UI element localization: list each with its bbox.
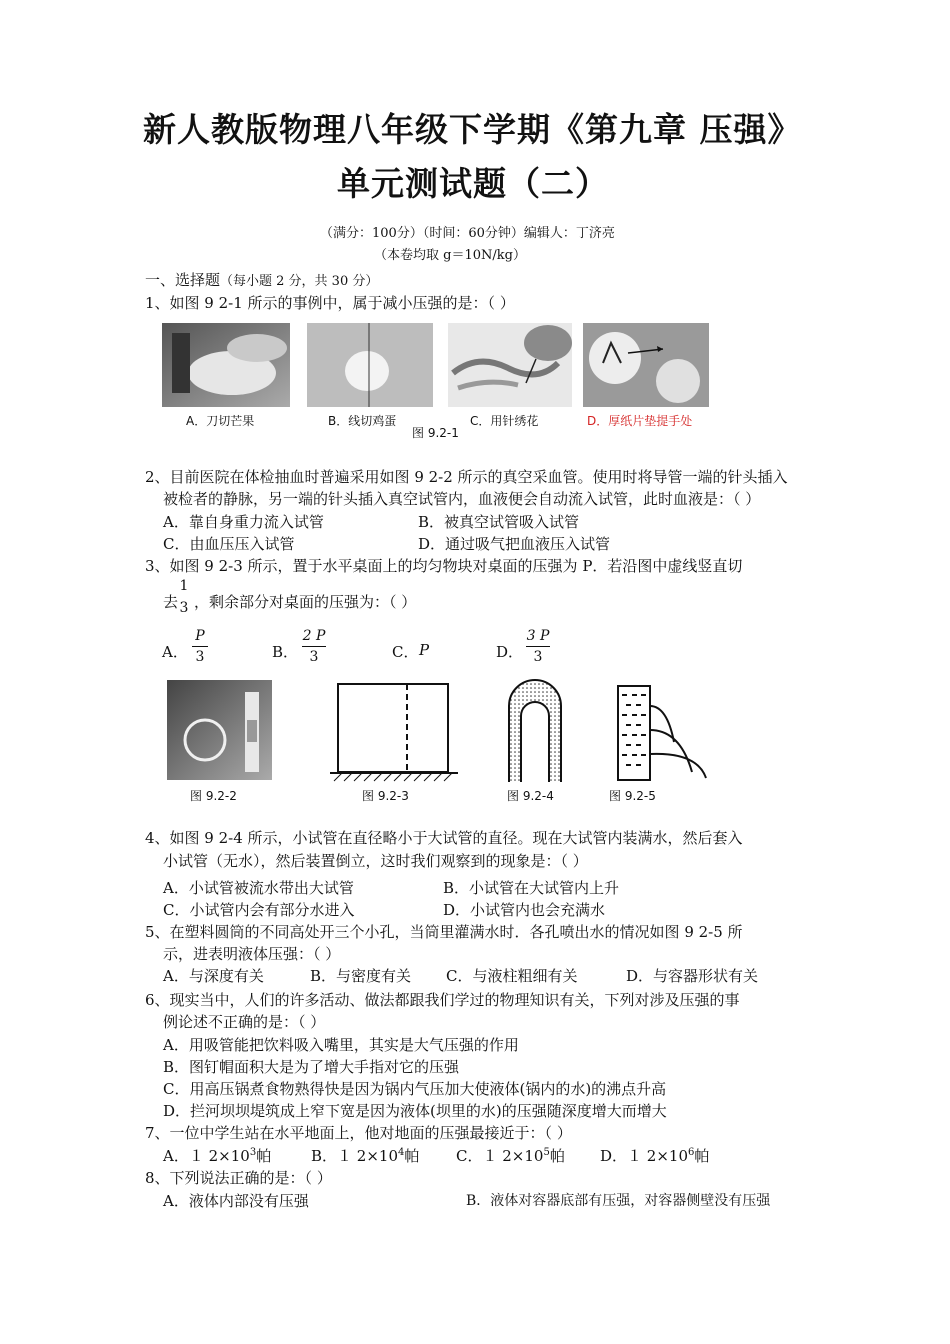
question-3-stem-post: ，剩余部分对桌面的压强为：（ ） xyxy=(194,593,417,611)
q3-option-d-label: D． xyxy=(496,643,524,661)
block-on-table-diagram xyxy=(330,682,458,782)
embroidery-needle-photo xyxy=(448,323,572,407)
question-3-stem-line1: 3、如图 9 2-3 所示，置于水平桌面上的均匀物块对桌面的压强为 P．若沿图中虚线竖直切 xyxy=(145,557,743,575)
q7-a-unit: 帕 xyxy=(256,1147,272,1165)
question-5-stem-line1: 5、在塑料圆筒的不同高处开三个小孔，当筒里灌满水时．各孔喷出水的情况如图 9 2-5 所 xyxy=(145,923,743,941)
figure-9-2-2-label: 图 9.2-2 xyxy=(190,789,237,803)
section-note: （每小题 2 分，共 30 分） xyxy=(220,274,379,289)
caption-a: A．刀切芒果 xyxy=(186,414,255,428)
q7-b-unit: 帕 xyxy=(404,1147,420,1165)
q7-b-base: B．１ 2×10 xyxy=(311,1147,398,1165)
q8-option-a: A．液体内部没有压强 xyxy=(163,1192,309,1210)
q8-option-b: B．液体对容器底部有压强，对容器侧壁没有压强 xyxy=(466,1193,771,1209)
caption-b: B．线切鸡蛋 xyxy=(328,414,397,428)
question-6-stem-line2: 例论述不正确的是：（ ） xyxy=(163,1013,326,1031)
caption-c: C．用针绣花 xyxy=(470,414,539,428)
test-tube-diagram xyxy=(505,678,565,782)
q4-option-d: D．小试管内也会充满水 xyxy=(443,901,606,919)
figure-9-2-3-label: 图 9.2-3 xyxy=(362,789,409,803)
q3-option-c-value: P xyxy=(419,641,430,659)
figure-9-2-1-label: 图 9.2-1 xyxy=(412,426,459,440)
q5-option-a: A．与深度有关 xyxy=(163,967,264,985)
section-title: 一、选择题 xyxy=(145,271,221,289)
figure-9-2-5-label: 图 9.2-5 xyxy=(609,789,656,803)
question-1-stem: 1、如图 9 2-1 所示的事例中，属于减小压强的是：（ ） xyxy=(145,294,515,312)
q3-b-den: 3 xyxy=(309,649,319,665)
q2-option-d: D．通过吸气把血液压入试管 xyxy=(418,535,611,553)
figure-9-2-4-label: 图 9.2-4 xyxy=(507,789,554,803)
q7-c-exp: 5 xyxy=(543,1147,550,1158)
caption-d: D．厚纸片垫提手处 xyxy=(587,414,693,428)
question-3-stem-pre: 去 xyxy=(163,593,179,611)
q5-option-c: C．与液柱粗细有关 xyxy=(446,967,578,985)
q7-d-exp: 6 xyxy=(688,1147,695,1158)
q3-option-b-fraction xyxy=(302,628,326,665)
question-7-stem: 7、一位中学生站在水平地面上，他对地面的压强最接近于：（ ） xyxy=(145,1124,572,1142)
question-5-stem-line2: 示，进表明液体压强：（ ） xyxy=(163,945,341,963)
q7-c-unit: 帕 xyxy=(549,1147,565,1165)
q7-a-exp: 3 xyxy=(249,1147,257,1158)
egg-thread-photo xyxy=(307,323,433,407)
q3-option-a-fraction xyxy=(192,628,208,665)
q6-option-c: C．用高压锅煮食物熟得快是因为锅内气压加大使液体(锅内的水)的沸点升高 xyxy=(163,1080,667,1098)
q7-d-base: D．１ 2×10 xyxy=(600,1147,688,1165)
q7-option-d xyxy=(600,1145,709,1166)
meta-line2: （本卷均取 g＝10N/kg） xyxy=(374,248,526,263)
q3-a-den: 3 xyxy=(195,649,205,665)
q2-option-a: A．靠自身重力流入试管 xyxy=(163,513,324,531)
q7-d-unit: 帕 xyxy=(694,1147,710,1165)
question-4-stem-line2: 小试管（无水），然后装置倒立，这时我们观察到的现象是：（ ） xyxy=(163,852,588,870)
water-jets-cylinder-diagram xyxy=(612,682,712,782)
q3-frac-num: 1 xyxy=(179,578,189,594)
paper-handle-photo xyxy=(583,323,709,407)
mango-knife-photo xyxy=(162,323,290,407)
q2-option-c: C．由血压压入试管 xyxy=(163,535,295,553)
q5-option-b: B．与密度有关 xyxy=(310,967,412,985)
q7-b-exp: 4 xyxy=(398,1147,405,1158)
question-8-stem: 8、下列说法正确的是：（ ） xyxy=(145,1169,332,1187)
q6-option-b: B．图钉帽面积大是为了增大手指对它的压强 xyxy=(163,1058,460,1076)
q7-option-c xyxy=(456,1145,565,1166)
q3-a-num: P xyxy=(195,628,205,644)
q3-option-a-label: A． xyxy=(162,643,188,661)
q2-option-b: B．被真空试管吸入试管 xyxy=(418,513,580,531)
page-title-line2: 单元测试题（二） xyxy=(337,164,609,203)
q7-option-a xyxy=(163,1145,271,1166)
q3-d-den: 3 xyxy=(533,649,543,665)
q7-option-b xyxy=(311,1145,419,1166)
q3-option-b-label: B． xyxy=(272,643,299,661)
question-2-stem-line2: 被检者的静脉，另一端的针头插入真空试管内，血液便会自动流入试管，此时血液是：（ ） xyxy=(163,490,761,508)
q7-c-base: C．１ 2×10 xyxy=(456,1147,544,1165)
q3-fraction xyxy=(178,578,190,616)
q5-option-d: D．与容器形状有关 xyxy=(626,967,759,985)
question-2-stem-line1: 2、目前医院在体检抽血时普遍采用如图 9 2-2 所示的真空采血管。使用时将导管一端的针头插入 xyxy=(145,468,788,486)
q7-a-base: A．１ 2×10 xyxy=(163,1147,250,1165)
q6-option-d: D．拦河坝坝堤筑成上窄下宽是因为液体(坝里的水)的压强随深度增大而增大 xyxy=(163,1102,667,1120)
question-6-stem-line1: 6、现实当中，人们的许多活动、做法都跟我们学过的物理知识有关，下列对涉及压强的事 xyxy=(145,991,740,1009)
q3-option-d-fraction xyxy=(526,628,550,665)
q3-option-c-label: C． xyxy=(392,643,419,661)
vacuum-blood-tube-photo xyxy=(167,680,272,780)
question-4-stem-line1: 4、如图 9 2-4 所示，小试管在直径略小于大试管的直径。现在大试管内装满水，然后套入 xyxy=(145,829,743,847)
q3-frac-den: 3 xyxy=(179,600,189,616)
q4-option-a: A．小试管被流水带出大试管 xyxy=(163,879,354,897)
q3-b-num: 2 P xyxy=(302,628,326,644)
page-title-line1: 新人教版物理八年级下学期《第九章 压强》 xyxy=(143,110,802,149)
q4-option-b: B．小试管在大试管内上升 xyxy=(443,879,620,897)
q6-option-a: A．用吸管能把饮料吸入嘴里，其实是大气压强的作用 xyxy=(163,1036,519,1054)
meta-line1: （满分：100分）（时间：60分钟）编辑人：丁济亮 xyxy=(320,226,615,241)
q3-d-num: 3 P xyxy=(526,628,550,644)
section-heading xyxy=(145,269,378,290)
q4-option-c: C．小试管内会有部分水进入 xyxy=(163,901,355,919)
